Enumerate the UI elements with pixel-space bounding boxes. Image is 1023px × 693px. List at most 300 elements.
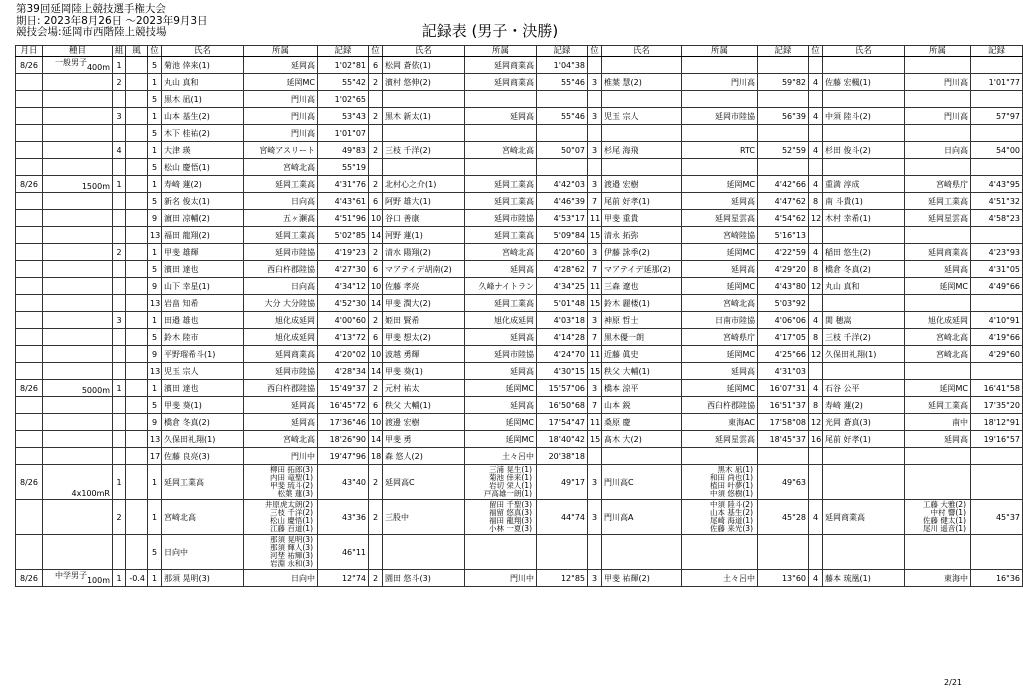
record: 4'46"39 [537, 193, 588, 210]
place-cell: 13 [148, 431, 162, 448]
column-header: 位 [148, 46, 162, 57]
relay-row [16, 500, 1023, 535]
affiliation: 延岡高 [682, 261, 758, 278]
place-cell: 9 [148, 346, 162, 363]
column-header: 月日 [16, 46, 43, 57]
affiliation: 延岡星雲高 [682, 210, 758, 227]
table-row [16, 210, 1023, 227]
meet-name: 第39回延岡陸上競技選手権大会 [16, 3, 166, 15]
affiliation: 日向中 [244, 570, 318, 587]
date-cell [16, 448, 43, 465]
athlete-name: 伊藤 詠季(2) [602, 244, 682, 261]
record: 1'01"77 [971, 74, 1023, 91]
header-row [16, 46, 1023, 57]
place-cell: 13 [148, 295, 162, 312]
athlete-name: 南 斗貴(1) [823, 193, 905, 210]
column-header: 記録 [758, 46, 809, 57]
record: 5'16"13 [758, 227, 809, 244]
event-cell [43, 380, 113, 397]
heat-cell: 2 [113, 74, 126, 91]
wind-cell [126, 108, 148, 125]
athlete-name: 佐藤 孝亮 [383, 278, 465, 295]
record: 4'29"20 [758, 261, 809, 278]
table-row [16, 431, 1023, 448]
record: 16'41"58 [971, 380, 1023, 397]
date-cell [16, 346, 43, 363]
date-cell: 8/26 [16, 465, 43, 500]
athlete-name: 橋本 涼平 [602, 380, 682, 397]
place-cell: 15 [588, 227, 602, 244]
athlete-name: 中須 陸斗(2) [823, 108, 905, 125]
table-row [16, 125, 1023, 142]
team-name: 延岡高C [383, 465, 465, 500]
affiliation: 宮崎アスリート [244, 142, 318, 159]
place-cell [809, 125, 823, 142]
place-cell [809, 535, 823, 570]
record: 57"97 [971, 108, 1023, 125]
affiliation [905, 227, 971, 244]
affiliation: 門川高 [244, 125, 318, 142]
athlete-name: マアテイデ胡南(2) [383, 261, 465, 278]
athlete-name: 平野瑠希斗(1) [162, 346, 244, 363]
record: 18'26"90 [318, 431, 369, 448]
place-cell: 15 [588, 363, 602, 380]
record: 4'28"34 [318, 363, 369, 380]
athlete-name: 秩父 大輔(1) [383, 397, 465, 414]
athlete-name: 山本 鋭 [602, 397, 682, 414]
heat-cell: 1 [113, 176, 126, 193]
record [758, 125, 809, 142]
place-cell: 1 [148, 500, 162, 535]
heat-cell [113, 448, 126, 465]
athlete-name: 姫田 賢希 [383, 312, 465, 329]
affiliation: 日南市陸協 [682, 312, 758, 329]
affiliation [905, 159, 971, 176]
event-name: 中学男子 [55, 571, 87, 580]
place-cell: 2 [369, 244, 383, 261]
record: 4'52"30 [318, 295, 369, 312]
record: 49"83 [318, 142, 369, 159]
date-cell: 8/26 [16, 570, 43, 587]
place-cell: 7 [588, 397, 602, 414]
affiliation: 延岡高 [465, 329, 537, 346]
record: 16'51"37 [758, 397, 809, 414]
affiliation: 延岡工業高 [465, 295, 537, 312]
heat-cell [113, 91, 126, 108]
affiliation: 延岡商業高 [465, 57, 537, 74]
wind-cell [126, 363, 148, 380]
date-cell [16, 108, 43, 125]
wind-cell [126, 448, 148, 465]
record: 4'43"95 [971, 176, 1023, 193]
place-cell: 3 [588, 74, 602, 91]
athlete-name: 秩父 大輔(1) [602, 363, 682, 380]
event-cell [43, 346, 113, 363]
event-cell [43, 193, 113, 210]
affiliation: 日向高 [244, 278, 318, 295]
event-cell [43, 570, 113, 587]
heat-cell: 3 [113, 312, 126, 329]
place-cell: 16 [809, 431, 823, 448]
affiliation: 日向高 [244, 193, 318, 210]
record: 12"74 [318, 570, 369, 587]
athlete-name [823, 91, 905, 108]
heat-cell: 1 [113, 380, 126, 397]
place-cell: 1 [148, 142, 162, 159]
athlete-name: 桑原 慶 [602, 414, 682, 431]
page-number: 2/21 [944, 678, 962, 687]
column-header: 記録 [318, 46, 369, 57]
athlete-name: 黒木優一朗 [602, 329, 682, 346]
affiliation: 延岡MC [682, 176, 758, 193]
event-cell [43, 176, 113, 193]
record [758, 91, 809, 108]
record: 4'28"62 [537, 261, 588, 278]
relay-members [905, 535, 971, 570]
athlete-name: 黒木 凪(1) [162, 91, 244, 108]
athlete-name: 関 穂嵩 [823, 312, 905, 329]
athlete-name: 甲斐 葵(1) [383, 363, 465, 380]
place-cell: 8 [809, 261, 823, 278]
place-cell: 5 [148, 91, 162, 108]
affiliation: 延岡MC [465, 414, 537, 431]
event-cell [43, 159, 113, 176]
athlete-name: 近藤 眞史 [602, 346, 682, 363]
wind-cell [126, 261, 148, 278]
record: 54"00 [971, 142, 1023, 159]
place-cell: 12 [809, 414, 823, 431]
record: 52"59 [758, 142, 809, 159]
place-cell: 3 [588, 108, 602, 125]
affiliation: 延岡高 [244, 57, 318, 74]
wind-cell [126, 465, 148, 500]
record: 4'24"70 [537, 346, 588, 363]
record: 4'14"28 [537, 329, 588, 346]
heat-cell [113, 363, 126, 380]
meet-venue: 競技会場:延岡市西階陸上競技場 [16, 26, 167, 38]
athlete-name: 甲斐 葵(1) [162, 397, 244, 414]
affiliation: 延岡工業高 [905, 193, 971, 210]
date-cell [16, 535, 43, 570]
record: 13"60 [758, 570, 809, 587]
affiliation: 延岡MC [682, 346, 758, 363]
record: 55"46 [537, 108, 588, 125]
column-header: 氏名 [602, 46, 682, 57]
event-cell [43, 108, 113, 125]
record: 5'01"48 [537, 295, 588, 312]
athlete-name [383, 91, 465, 108]
table-row [16, 570, 1023, 587]
place-cell: 3 [588, 465, 602, 500]
heat-cell [113, 414, 126, 431]
affiliation: 日向高 [905, 142, 971, 159]
heat-cell [113, 397, 126, 414]
date-cell [16, 227, 43, 244]
record: 18'45"37 [758, 431, 809, 448]
place-cell: 4 [809, 380, 823, 397]
athlete-name: マアテイデ延那(2) [602, 261, 682, 278]
affiliation: 延岡高 [682, 193, 758, 210]
event-distance: 5000m [81, 386, 110, 395]
place-cell: 14 [369, 363, 383, 380]
column-header: 記録 [537, 46, 588, 57]
place-cell: 5 [148, 159, 162, 176]
place-cell: 11 [588, 210, 602, 227]
athlete-name: 鈴木 陸市 [162, 329, 244, 346]
record [971, 91, 1023, 108]
record: 4'20"02 [318, 346, 369, 363]
date-cell [16, 397, 43, 414]
table-row [16, 312, 1023, 329]
wind-cell [126, 57, 148, 74]
record: 5'02"85 [318, 227, 369, 244]
wind-cell [126, 346, 148, 363]
heat-cell [113, 535, 126, 570]
record: 4'17"05 [758, 329, 809, 346]
affiliation: 旭化成延岡 [244, 329, 318, 346]
wind-cell [126, 380, 148, 397]
athlete-name: 尾前 好孝(1) [823, 431, 905, 448]
place-cell: 5 [148, 535, 162, 570]
athlete-name [823, 125, 905, 142]
table-row [16, 329, 1023, 346]
athlete-name: 鈴木 麗楼(1) [602, 295, 682, 312]
heat-cell: 1 [113, 57, 126, 74]
record: 4'22"59 [758, 244, 809, 261]
table-row [16, 278, 1023, 295]
place-cell: 2 [369, 108, 383, 125]
record: 19'47"96 [318, 448, 369, 465]
record [758, 448, 809, 465]
athlete-name: 寿崎 蓮(2) [823, 397, 905, 414]
record [758, 535, 809, 570]
athlete-name: 那須 晃明(3) [162, 570, 244, 587]
place-cell: 4 [809, 108, 823, 125]
table-row [16, 176, 1023, 193]
place-cell [809, 295, 823, 312]
athlete-name: 松岡 蒼依(1) [383, 57, 465, 74]
athlete-name: 渡邊 宏樹 [383, 414, 465, 431]
record: 49"63 [758, 465, 809, 500]
record: 4'34"25 [537, 278, 588, 295]
record: 5'09"84 [537, 227, 588, 244]
wind-cell [126, 176, 148, 193]
affiliation: 延岡星雲高 [905, 210, 971, 227]
athlete-name: 丸山 真和 [823, 278, 905, 295]
athlete-name [602, 125, 682, 142]
place-cell: 4 [809, 312, 823, 329]
affiliation: 門川高 [244, 91, 318, 108]
athlete-name: 椎葉 慧(2) [602, 74, 682, 91]
affiliation [905, 363, 971, 380]
affiliation: 宮崎北高 [465, 142, 537, 159]
athlete-name [823, 159, 905, 176]
place-cell: 3 [588, 380, 602, 397]
affiliation: 宮崎北高 [244, 159, 318, 176]
place-cell: 15 [588, 431, 602, 448]
date-cell [16, 142, 43, 159]
record: 4'03"18 [537, 312, 588, 329]
affiliation: 宮崎陸協 [682, 227, 758, 244]
event-cell [43, 91, 113, 108]
record: 12"85 [537, 570, 588, 587]
place-cell: 1 [148, 74, 162, 91]
athlete-name: 光岡 蒼真(3) [823, 414, 905, 431]
place-cell: 8 [809, 329, 823, 346]
record: 20'38"18 [537, 448, 588, 465]
affiliation [465, 159, 537, 176]
place-cell: 1 [148, 465, 162, 500]
column-header: 氏名 [162, 46, 244, 57]
column-header: 氏名 [823, 46, 905, 57]
heat-cell: 2 [113, 500, 126, 535]
team-name: 門川高C [602, 465, 682, 500]
record: 49"17 [537, 465, 588, 500]
affiliation: 延岡市陸協 [244, 244, 318, 261]
athlete-name: 谷口 善康 [383, 210, 465, 227]
place-cell: 9 [148, 210, 162, 227]
event-cell [43, 448, 113, 465]
relay-row [16, 465, 1023, 500]
relay-members: 三浦 晃生(1) 菊池 倖来(1) 岩切 栄人(1) 戸高雄一朗(1) [465, 465, 537, 500]
date-cell [16, 431, 43, 448]
date-cell [16, 125, 43, 142]
place-cell: 2 [369, 176, 383, 193]
affiliation: 延岡工業高 [465, 227, 537, 244]
wind-cell [126, 227, 148, 244]
record: 4'00"60 [318, 312, 369, 329]
record [758, 159, 809, 176]
date-cell [16, 363, 43, 380]
record: 16'50"68 [537, 397, 588, 414]
record: 59"82 [758, 74, 809, 91]
athlete-name: 清水 陽翔(2) [383, 244, 465, 261]
place-cell: 14 [369, 295, 383, 312]
place-cell: 6 [369, 397, 383, 414]
place-cell: 6 [369, 261, 383, 278]
athlete-name: 濱田 達也 [162, 380, 244, 397]
team-name [383, 535, 465, 570]
affiliation: 門川高 [905, 74, 971, 91]
record: 46"11 [318, 535, 369, 570]
team-name [602, 535, 682, 570]
place-cell: 1 [148, 108, 162, 125]
athlete-name: 濱田 達也 [162, 261, 244, 278]
affiliation [682, 159, 758, 176]
affiliation: 門川中 [244, 448, 318, 465]
affiliation: 延岡高 [682, 363, 758, 380]
place-cell [369, 125, 383, 142]
place-cell: 13 [148, 227, 162, 244]
affiliation: 門川高 [682, 74, 758, 91]
team-name: 延岡工業高 [162, 465, 244, 500]
column-header: 位 [369, 46, 383, 57]
athlete-name: 甲斐 祐輝(2) [602, 570, 682, 587]
place-cell: 10 [369, 414, 383, 431]
athlete-name: 山下 幸星(1) [162, 278, 244, 295]
results-table [15, 45, 1023, 587]
event-cell [43, 125, 113, 142]
place-cell: 7 [588, 261, 602, 278]
affiliation: 宮崎県庁 [905, 176, 971, 193]
affiliation: 延岡MC [682, 278, 758, 295]
date-cell [16, 159, 43, 176]
event-cell [43, 500, 113, 535]
place-cell: 4 [809, 176, 823, 193]
affiliation [465, 91, 537, 108]
athlete-name: 尾前 好孝(1) [602, 193, 682, 210]
heat-cell: 4 [113, 142, 126, 159]
event-cell [43, 312, 113, 329]
record: 4'31"03 [758, 363, 809, 380]
record [971, 295, 1023, 312]
athlete-name [823, 363, 905, 380]
event-cell [43, 414, 113, 431]
place-cell [369, 535, 383, 570]
place-cell: 12 [809, 346, 823, 363]
affiliation: 延岡高 [905, 431, 971, 448]
affiliation [905, 91, 971, 108]
column-header: 風 [126, 46, 148, 57]
record: 4'51"32 [971, 193, 1023, 210]
place-cell: 3 [588, 312, 602, 329]
record: 4'42"66 [758, 176, 809, 193]
place-cell [809, 448, 823, 465]
affiliation: 大分 大分陸協 [244, 295, 318, 312]
athlete-name: 杉尾 海飛 [602, 142, 682, 159]
record: 4'20"60 [537, 244, 588, 261]
place-cell [588, 57, 602, 74]
place-cell: 2 [369, 570, 383, 587]
column-header: 種目 [43, 46, 113, 57]
record: 50"07 [537, 142, 588, 159]
record: 17'36"46 [318, 414, 369, 431]
affiliation: 延岡市陸協 [465, 210, 537, 227]
athlete-name: 寿崎 蓮(2) [162, 176, 244, 193]
athlete-name [602, 159, 682, 176]
event-distance: 1500m [81, 182, 110, 191]
affiliation [905, 295, 971, 312]
place-cell: 9 [148, 278, 162, 295]
athlete-name: 甲斐 勇 [383, 431, 465, 448]
place-cell: 3 [588, 500, 602, 535]
affiliation [905, 125, 971, 142]
heat-cell: 3 [113, 108, 126, 125]
wind-cell [126, 431, 148, 448]
record: 4'19"23 [318, 244, 369, 261]
record: 53"43 [318, 108, 369, 125]
record [971, 159, 1023, 176]
relay-members: 留田 千聖(3) 福留 悠真(3) 福田 龍翔(3) 小林 一夏(3) [465, 500, 537, 535]
record: 4'42"03 [537, 176, 588, 193]
athlete-name: 児玉 宗人 [162, 363, 244, 380]
affiliation: 門川高 [905, 108, 971, 125]
affiliation: 門川中 [465, 570, 537, 587]
place-cell: 12 [809, 210, 823, 227]
athlete-name [823, 227, 905, 244]
place-cell: 10 [369, 346, 383, 363]
heat-cell [113, 227, 126, 244]
affiliation: 土々呂中 [682, 570, 758, 587]
place-cell [588, 535, 602, 570]
athlete-name: 甲斐 潤大(2) [383, 295, 465, 312]
athlete-name: 渡邉 宏樹 [602, 176, 682, 193]
affiliation: 門川高 [244, 108, 318, 125]
record [971, 535, 1023, 570]
affiliation: 延岡工業高 [905, 397, 971, 414]
place-cell [369, 91, 383, 108]
wind-cell [126, 125, 148, 142]
